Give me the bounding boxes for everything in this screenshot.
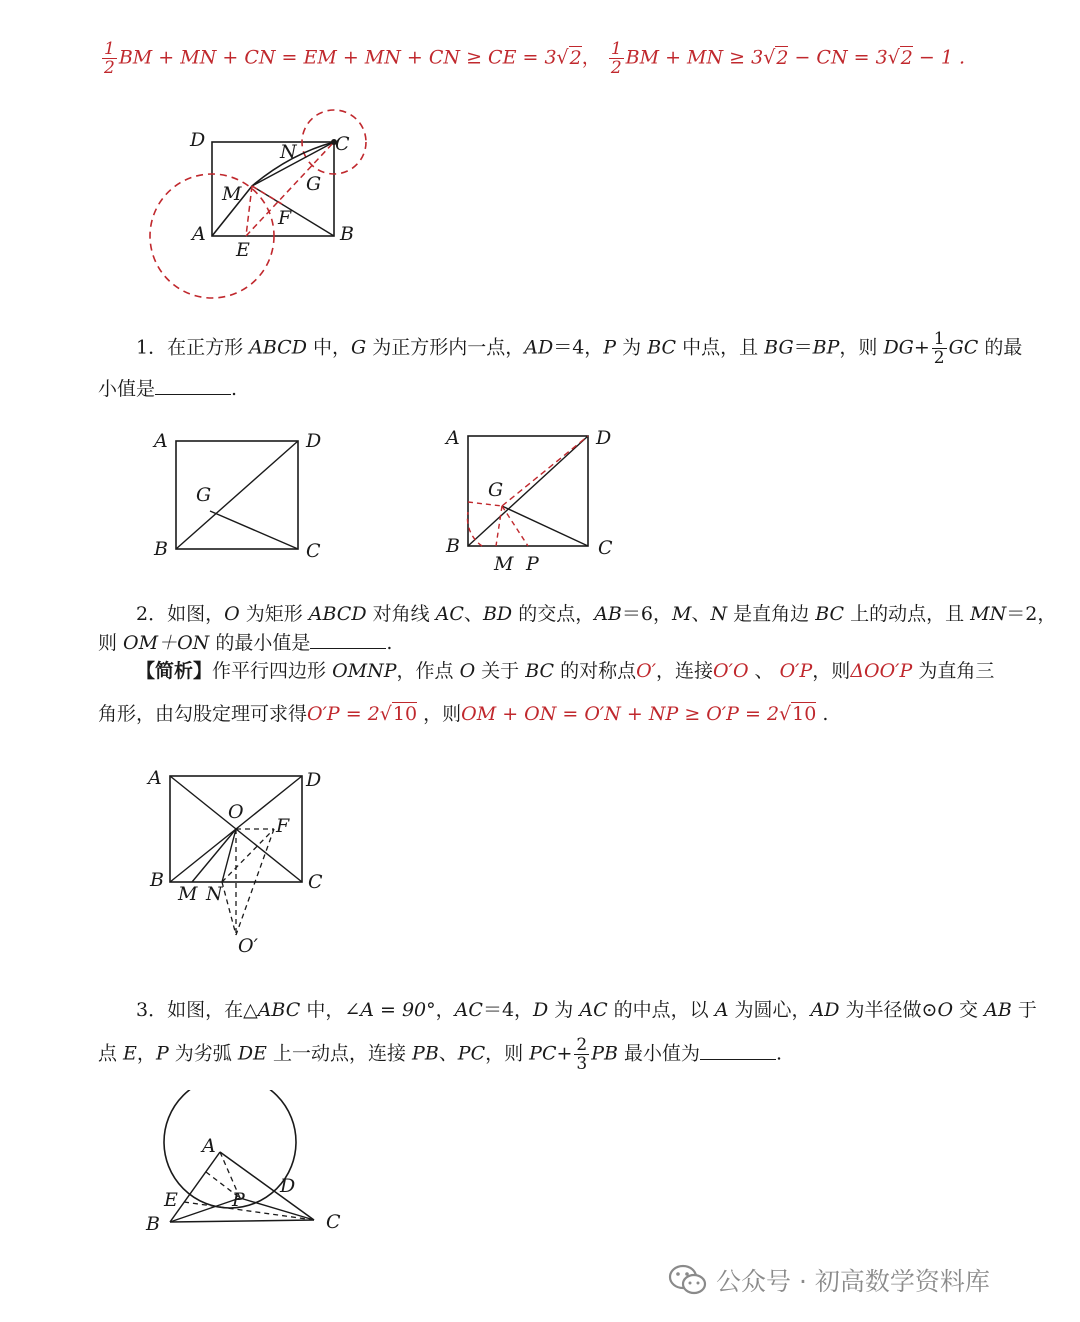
q2-analysis-line2: 角形，由勾股定理可求得O′P = 2√10 ，则OM + ON = O′N + NP ≥ O′P = 2√10 . [98, 703, 829, 725]
q3-line1: 3．如图，在△ABC 中，∠A = 90°，AC＝4，D 为 AC 的中点，以 A 为圆心，AD 为半径做⊙O 交 AB 于 [136, 999, 1037, 1021]
watermark [668, 1262, 990, 1298]
label-b: B [146, 1213, 160, 1235]
label-d: D [190, 129, 206, 151]
label-o-prime: O′ [238, 935, 258, 957]
label-a: A [202, 1135, 216, 1157]
figure-square-1 [148, 425, 338, 565]
label-a: A [154, 430, 168, 452]
label-m: M [178, 883, 198, 905]
label-d: D [280, 1175, 296, 1197]
label-g: G [306, 173, 322, 195]
figure-square-2 [440, 420, 630, 580]
label-n: N [280, 141, 297, 163]
answer-blank-2[interactable] [310, 630, 386, 649]
q1-line2: 小值是 . [98, 378, 238, 400]
fraction-one-half: $\frac{1}{2}$ [933, 329, 945, 368]
fraction-two-thirds: $\frac{2}{3}$ [576, 1035, 588, 1074]
figure-rectangle-reflection [140, 760, 340, 960]
q2-analysis-line1: 【简析】作平行四边形 OMNP，作点 O 关于 BC 的对称点O′，连接O′O 、 O′P，则ΔOO′P 为直角三 [136, 660, 995, 682]
label-p: P [232, 1189, 245, 1211]
label-a: A [192, 223, 206, 245]
answer-blank-1[interactable] [155, 376, 231, 395]
q1-line1: 1．在正方形 ABCD 中，G 为正方形内一点，AD＝4，P 为 BC 中点，且 BG＝BP，则 DG+ $\frac{1}{2}$ GC 的最 [136, 329, 1023, 368]
label-a: A [148, 767, 162, 789]
label-o: O [228, 801, 244, 823]
label-e: E [236, 239, 250, 261]
figure-triangle-circle [140, 1090, 360, 1250]
label-p: P [526, 553, 539, 575]
label-f: F [278, 207, 292, 229]
label-c: C [598, 537, 613, 559]
fraction-half: $\frac{1}{2}$ [104, 39, 115, 78]
figure-rectangle-circles [130, 100, 390, 310]
label-d: D [306, 769, 322, 791]
label-a: A [446, 427, 460, 449]
fraction-half-2: $\frac{1}{2}$ [610, 39, 622, 78]
label-b: B [446, 535, 460, 557]
label-e: E [164, 1189, 178, 1211]
label-g: G [488, 479, 504, 501]
label-g: G [196, 484, 212, 506]
label-m: M [494, 553, 514, 575]
label-c: C [326, 1211, 341, 1233]
label-n: N [206, 883, 223, 905]
label-f: F [276, 815, 290, 837]
label-d: D [596, 427, 612, 449]
watermark-text: 公众号 · 初高数学资料库 [716, 1267, 990, 1296]
q3-line2: 点 E，P 为劣弧 DE 上一动点，连接 PB、PC，则 PC+ $\frac{2}{3}$ PB 最小值为 . [98, 1035, 783, 1074]
label-c: C [306, 540, 321, 562]
label-d: D [306, 430, 322, 452]
q2-line2: 则 OM＋ON 的最小值是 . [98, 632, 393, 654]
label-c: C [335, 133, 350, 155]
label-m: M [222, 183, 242, 205]
label-b: B [340, 223, 354, 245]
q2-line1: 2．如图，O 为矩形 ABCD 对角线 AC、BD 的交点，AB＝6，M、N 是直角边 BC 上的动点，且 MN＝2， [136, 603, 1057, 625]
answer-blank-3[interactable] [700, 1041, 776, 1060]
label-c: C [308, 871, 323, 893]
label-b: B [150, 869, 164, 891]
wechat-icon [668, 1263, 708, 1297]
top-formula: $\frac{1}{2}$ BM + MN + CN = EM + MN + CN ≥ CE = 3√2， $\frac{1}{2}$ BM + MN ≥ 3√2 − CN = 3√2 − 1 . [104, 39, 966, 78]
label-b: B [154, 538, 168, 560]
